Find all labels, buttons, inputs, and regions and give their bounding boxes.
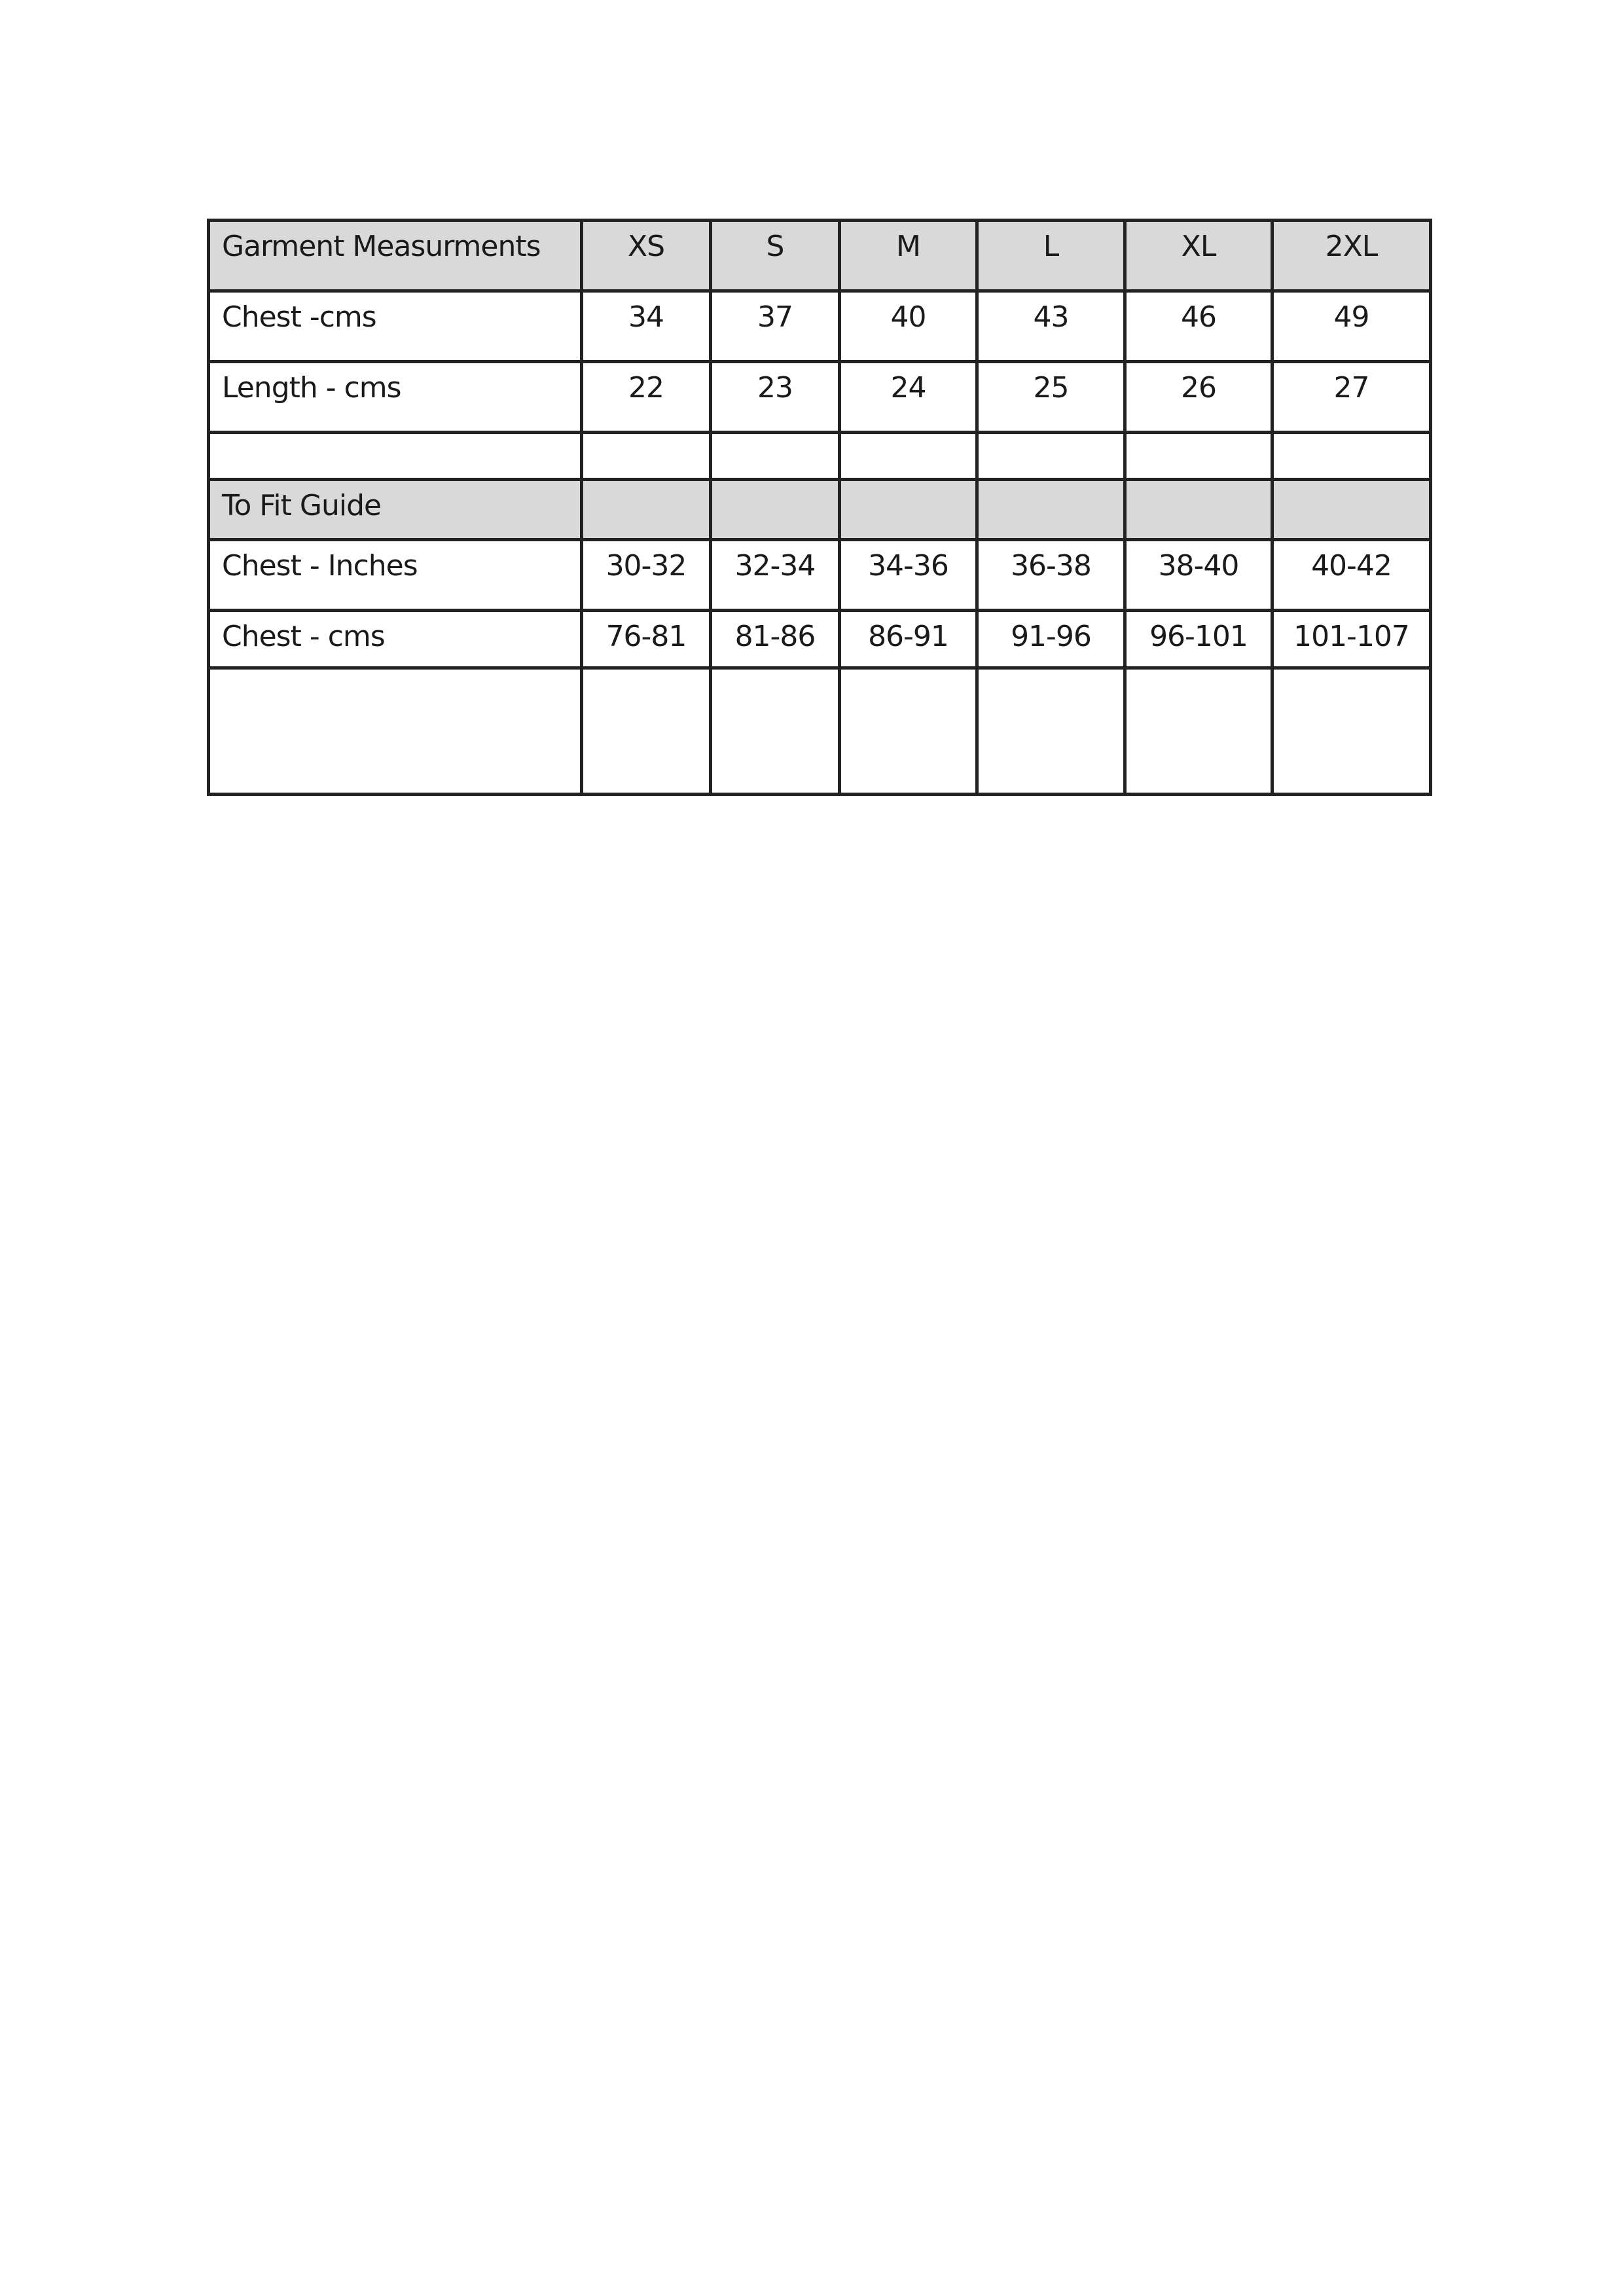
empty-cell xyxy=(1125,668,1272,795)
row-label: Length - cms xyxy=(209,362,582,433)
empty-cell xyxy=(840,668,977,795)
table-cell: 49 xyxy=(1272,291,1431,362)
size-header-m: M xyxy=(840,221,977,291)
empty-cell xyxy=(1272,480,1431,540)
table-cell: 24 xyxy=(840,362,977,433)
table-cell: 76-81 xyxy=(582,611,711,668)
size-header-l: L xyxy=(977,221,1125,291)
table-cell: 34 xyxy=(582,291,711,362)
table-cell: 46 xyxy=(1125,291,1272,362)
section-label: To Fit Guide xyxy=(209,480,582,540)
empty-cell xyxy=(1272,668,1431,795)
row-label: Chest - cms xyxy=(209,611,582,668)
table-cell: 38-40 xyxy=(1125,540,1272,611)
table-cell: 96-101 xyxy=(1125,611,1272,668)
row-label: Chest -cms xyxy=(209,291,582,362)
size-chart-table xyxy=(207,219,1432,796)
table-cell: 37 xyxy=(711,291,840,362)
size-header-xs: XS xyxy=(582,221,711,291)
empty-cell xyxy=(840,433,977,480)
table-cell: 40-42 xyxy=(1272,540,1431,611)
empty-cell xyxy=(977,433,1125,480)
table-row xyxy=(209,362,1431,433)
table-row xyxy=(209,291,1431,362)
table-cell: 34-36 xyxy=(840,540,977,611)
table-cell: 91-96 xyxy=(977,611,1125,668)
empty-cell xyxy=(1272,433,1431,480)
table-cell: 43 xyxy=(977,291,1125,362)
empty-cell xyxy=(711,480,840,540)
empty-cell xyxy=(977,480,1125,540)
empty-cell xyxy=(582,480,711,540)
empty-cell xyxy=(209,433,582,480)
empty-cell xyxy=(209,668,582,795)
table-cell: 40 xyxy=(840,291,977,362)
size-header-xl: XL xyxy=(1125,221,1272,291)
table-cell: 23 xyxy=(711,362,840,433)
size-header-2xl: 2XL xyxy=(1272,221,1431,291)
table-cell: 30-32 xyxy=(582,540,711,611)
table-cell: 36-38 xyxy=(977,540,1125,611)
empty-cell xyxy=(582,433,711,480)
empty-cell xyxy=(840,480,977,540)
empty-row xyxy=(209,433,1431,480)
row-label: Chest - Inches xyxy=(209,540,582,611)
empty-cell xyxy=(711,433,840,480)
table-cell: 25 xyxy=(977,362,1125,433)
table-cell: 27 xyxy=(1272,362,1431,433)
section-header-row xyxy=(209,480,1431,540)
table-cell: 32-34 xyxy=(711,540,840,611)
empty-row xyxy=(209,668,1431,795)
table-cell: 26 xyxy=(1125,362,1272,433)
table-row xyxy=(209,611,1431,668)
table-cell: 86-91 xyxy=(840,611,977,668)
empty-cell xyxy=(582,668,711,795)
size-header-s: S xyxy=(711,221,840,291)
table-row xyxy=(209,540,1431,611)
empty-cell xyxy=(1125,480,1272,540)
table-cell: 81-86 xyxy=(711,611,840,668)
empty-cell xyxy=(1125,433,1272,480)
empty-cell xyxy=(711,668,840,795)
header-label: Garment Measurments xyxy=(209,221,582,291)
table-cell: 22 xyxy=(582,362,711,433)
header-row xyxy=(209,221,1431,291)
table-cell: 101-107 xyxy=(1272,611,1431,668)
empty-cell xyxy=(977,668,1125,795)
